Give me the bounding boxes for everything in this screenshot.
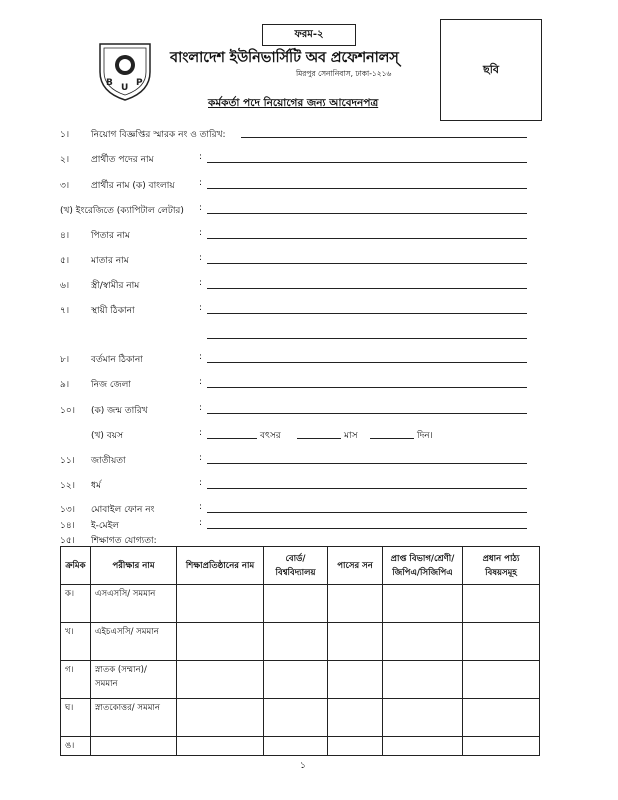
row-exam: স্নাতকোত্তর/ সমমান bbox=[91, 699, 177, 737]
cell-year[interactable] bbox=[328, 737, 383, 756]
field-label-mobile: মোবাইল ফোন নং bbox=[91, 505, 155, 515]
cell-result[interactable] bbox=[383, 585, 463, 623]
field-number: ১৪। bbox=[60, 521, 75, 531]
header-exam-name: পরীক্ষার নাম bbox=[91, 547, 177, 585]
field-label-email: ই-মেইল bbox=[91, 521, 119, 531]
age-year-line[interactable] bbox=[207, 438, 257, 439]
cell-board[interactable] bbox=[264, 661, 328, 699]
cell-institution[interactable] bbox=[177, 661, 264, 699]
cell-board[interactable] bbox=[264, 699, 328, 737]
field-line-post-name[interactable] bbox=[207, 162, 527, 163]
field-line-permanent-address-2[interactable] bbox=[207, 338, 527, 339]
header-serial: ক্রমিক bbox=[61, 547, 91, 585]
row-serial: গ। bbox=[61, 661, 91, 699]
field-colon: : bbox=[199, 253, 203, 263]
cell-subjects[interactable] bbox=[463, 737, 540, 756]
field-label-permanent-address: স্থায়ী ঠিকানা bbox=[91, 306, 135, 316]
age-day-label: দিন। bbox=[417, 431, 433, 441]
field-number: ১০। bbox=[60, 406, 75, 416]
row-exam[interactable] bbox=[91, 737, 177, 756]
age-year-label: বৎসর bbox=[260, 431, 281, 441]
row-serial: খ। bbox=[61, 623, 91, 661]
field-number: ১৩। bbox=[60, 505, 75, 515]
field-line-name-bangla[interactable] bbox=[207, 188, 527, 189]
age-day-line[interactable] bbox=[370, 438, 414, 439]
table-row bbox=[61, 699, 540, 737]
field-colon: : bbox=[199, 152, 203, 162]
cell-year[interactable] bbox=[328, 699, 383, 737]
cell-institution[interactable] bbox=[177, 623, 264, 661]
field-line-religion[interactable] bbox=[207, 488, 527, 489]
cell-result[interactable] bbox=[383, 699, 463, 737]
svg-text:P: P bbox=[136, 78, 143, 88]
row-serial: ঘ। bbox=[61, 699, 91, 737]
age-month-label: মাস bbox=[344, 431, 358, 441]
field-colon: : bbox=[199, 278, 203, 288]
field-number: ১৫। bbox=[60, 536, 75, 546]
field-line-name-english[interactable] bbox=[207, 213, 527, 214]
field-colon: : bbox=[199, 428, 203, 438]
field-line-mother-name[interactable] bbox=[207, 263, 527, 264]
field-label-spouse-name: স্ত্রী/স্বামীর নাম bbox=[91, 281, 140, 291]
photo-label: ছবি bbox=[483, 62, 499, 76]
field-line-present-address[interactable] bbox=[207, 362, 527, 363]
cell-result[interactable] bbox=[383, 737, 463, 756]
cell-year[interactable] bbox=[328, 623, 383, 661]
cell-subjects[interactable] bbox=[463, 661, 540, 699]
table-row bbox=[61, 661, 540, 699]
field-colon: : bbox=[199, 303, 203, 313]
field-colon: : bbox=[199, 352, 203, 362]
cell-subjects[interactable] bbox=[463, 585, 540, 623]
field-number: ৫। bbox=[60, 256, 70, 266]
table-row bbox=[61, 623, 540, 661]
field-colon: : bbox=[199, 203, 203, 213]
form-number-box: ফরম-২ bbox=[262, 24, 356, 46]
field-line-mobile[interactable] bbox=[207, 512, 527, 513]
field-label-mother-name: মাতার নাম bbox=[91, 256, 129, 266]
cell-subjects[interactable] bbox=[463, 623, 540, 661]
row-serial: ঙ। bbox=[61, 737, 91, 756]
form-title: কর্মকর্তা পদে নিয়োগের জন্য আবেদনপত্র bbox=[208, 97, 379, 109]
field-label-notice-ref: নিয়োগ বিজ্ঞপ্তির স্মারক নং ও তারিখ: bbox=[91, 130, 226, 140]
header-result: প্রাপ্ত বিভাগ/শ্রেণী/ জিপিএ/সিজিপিএ bbox=[383, 547, 463, 585]
field-label-birth-date: (ক) জন্ম তারিখ bbox=[91, 406, 148, 416]
row-exam: এইচএসসি/ সমমান bbox=[91, 623, 177, 661]
field-line-birth-date[interactable] bbox=[207, 413, 527, 414]
field-number: ৩। bbox=[60, 181, 70, 191]
field-line-email[interactable] bbox=[207, 528, 527, 529]
cell-board[interactable] bbox=[264, 585, 328, 623]
field-label-education: শিক্ষাগত যোগ্যতা: bbox=[91, 536, 157, 546]
header-board: বোর্ড/ বিশ্ববিদ্যালয় bbox=[264, 547, 328, 585]
field-number: ৭। bbox=[60, 306, 70, 316]
table-row bbox=[61, 585, 540, 623]
row-exam: এসএসসি/ সমমান bbox=[91, 585, 177, 623]
row-exam: স্নাতক (সম্মান)/ সমমান bbox=[91, 661, 177, 699]
field-label-name-bangla: প্রার্থীর নাম (ক) বাংলায় bbox=[91, 181, 175, 191]
field-line-permanent-address-1[interactable] bbox=[207, 313, 527, 314]
field-colon: : bbox=[199, 518, 203, 528]
photo-box[interactable] bbox=[440, 19, 542, 121]
cell-year[interactable] bbox=[328, 585, 383, 623]
field-colon: : bbox=[199, 377, 203, 387]
field-colon: : bbox=[199, 478, 203, 488]
cell-year[interactable] bbox=[328, 661, 383, 699]
university-address: মিরপুর সেনানিবাস, ঢাকা-১২১৬ bbox=[296, 69, 392, 78]
field-line-home-district[interactable] bbox=[207, 387, 527, 388]
table-row bbox=[61, 737, 540, 756]
field-number: ৪। bbox=[60, 231, 70, 241]
field-number: ১২। bbox=[60, 481, 75, 491]
header-passing-year: পাসের সন bbox=[328, 547, 383, 585]
cell-institution[interactable] bbox=[177, 699, 264, 737]
age-month-line[interactable] bbox=[297, 438, 341, 439]
field-colon: : bbox=[199, 502, 203, 512]
field-line-spouse-name[interactable] bbox=[207, 288, 527, 289]
field-label-post-name: প্রার্থীত পদের নাম bbox=[91, 155, 154, 165]
field-number: ১১। bbox=[60, 456, 75, 466]
field-label-age: (খ) বয়স bbox=[91, 431, 124, 441]
field-line-notice-ref[interactable] bbox=[241, 137, 527, 138]
field-label-nationality: জাতীয়তা bbox=[91, 456, 126, 466]
field-colon: : bbox=[199, 228, 203, 238]
row-serial: ক। bbox=[61, 585, 91, 623]
bup-logo-icon bbox=[94, 38, 156, 102]
university-name: বাংলাদেশ ইউনিভার্সিটি অব প্রফেশনালস্ bbox=[170, 50, 399, 66]
cell-institution[interactable] bbox=[177, 585, 264, 623]
cell-subjects[interactable] bbox=[463, 699, 540, 737]
header-institution: শিক্ষাপ্রতিষ্ঠানের নাম bbox=[177, 547, 264, 585]
header-subjects: প্রধান পাঠ্য বিষয়সমূহ bbox=[463, 547, 540, 585]
cell-result[interactable] bbox=[383, 661, 463, 699]
field-number: ৮। bbox=[60, 355, 70, 365]
field-number: ১। bbox=[60, 130, 70, 140]
education-table bbox=[60, 546, 540, 756]
field-label-religion: ধর্ম bbox=[91, 481, 102, 491]
cell-board[interactable] bbox=[264, 737, 328, 756]
field-line-nationality[interactable] bbox=[207, 463, 527, 464]
svg-text:B: B bbox=[106, 78, 113, 88]
field-number: ৯। bbox=[60, 380, 70, 390]
field-label-home-district: নিজ জেলা bbox=[91, 380, 131, 390]
page-number: ১ bbox=[300, 761, 306, 771]
field-label-present-address: বর্তমান ঠিকানা bbox=[91, 355, 143, 365]
field-colon: : bbox=[199, 403, 203, 413]
field-label-father-name: পিতার নাম bbox=[91, 231, 130, 241]
cell-board[interactable] bbox=[264, 623, 328, 661]
field-colon: : bbox=[199, 178, 203, 188]
cell-result[interactable] bbox=[383, 623, 463, 661]
field-label-name-english: (খ) ইংরেজিতে (ক্যাপিটাল লেটার) bbox=[60, 206, 184, 216]
table-header-row bbox=[61, 547, 540, 585]
field-number: ৬। bbox=[60, 281, 70, 291]
field-number: ২। bbox=[60, 155, 70, 165]
cell-institution[interactable] bbox=[177, 737, 264, 756]
field-colon: : bbox=[199, 453, 203, 463]
svg-text:U: U bbox=[121, 83, 129, 93]
field-line-father-name[interactable] bbox=[207, 238, 527, 239]
